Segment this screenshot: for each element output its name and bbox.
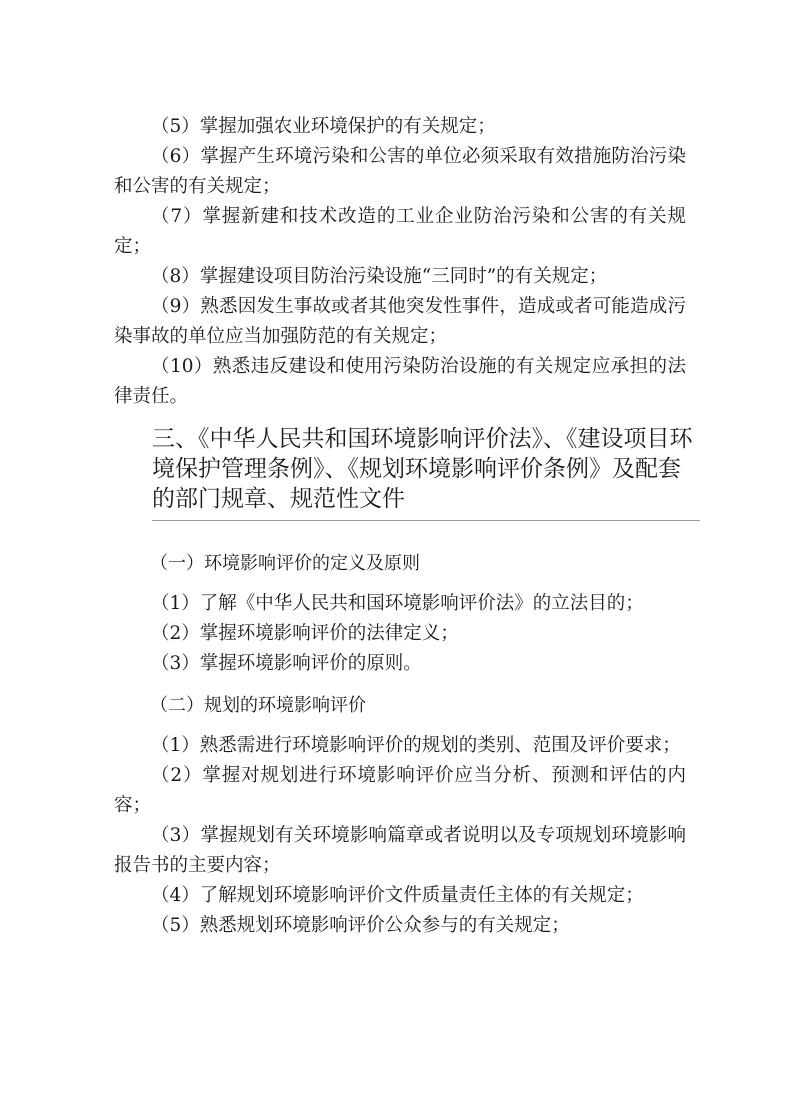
paragraph: （9）熟悉因发生事故或者其他突发性事件，造成或者可能造成污染事故的单位应当加强防范的有关规定； (114, 296, 686, 347)
spacer (114, 679, 686, 691)
spacer (114, 721, 686, 731)
paragraph: （8）掌握建设项目防治污染设施“三同时”的有关规定； (151, 266, 608, 287)
subsection-title: （一）环境影响评价的定义及原则 (150, 553, 420, 574)
paragraph: （7）掌握新建和技术改造的工业企业防治污染和公害的有关规定； (114, 206, 686, 257)
paragraph: （1）了解《中华人民共和国环境影响评价法》的立法目的； (151, 593, 644, 614)
paragraph: （3）掌握环境影响评价的原则。 (151, 653, 422, 674)
subsection-title: （二）规划的环境影响评价 (150, 695, 366, 716)
paragraph: （2）掌握对规划进行环境影响评价应当分析、预测和评估的内容； (114, 765, 686, 816)
paragraph: （5）掌握加强农业环境保护的有关规定； (151, 116, 496, 137)
paragraph: （6）掌握产生环境污染和公害的单位必须采取有效措施防治污染和公害的有关规定； (114, 146, 686, 197)
paragraph: （1）熟悉需进行环境影响评价的规划的类别、范围及评价要求； (151, 735, 681, 756)
spacer (114, 579, 686, 589)
spacer (114, 521, 686, 549)
document-page (114, 112, 693, 941)
paragraph: （3）掌握规划有关环境影响篇章或者说明以及专项规划环境影响报告书的主要内容； (114, 825, 686, 876)
paragraph: （2）掌握环境影响评价的法律定义； (151, 623, 459, 644)
paragraph: （5）熟悉规划环境影响评价公众参与的有关规定； (151, 915, 570, 936)
paragraph: （4）了解规划环境影响评价文件质量责任主体的有关规定； (151, 885, 644, 906)
section-heading: 三、《中华人民共和国环境影响评价法》、《建设项目环境保护管理条例》、《规划环境影响评价条例》及配套的部门规章、规范性文件 (152, 424, 700, 521)
paragraph: （10）熟悉违反建设和使用污染防治设施的有关规定应承担的法律责任。 (114, 356, 686, 407)
